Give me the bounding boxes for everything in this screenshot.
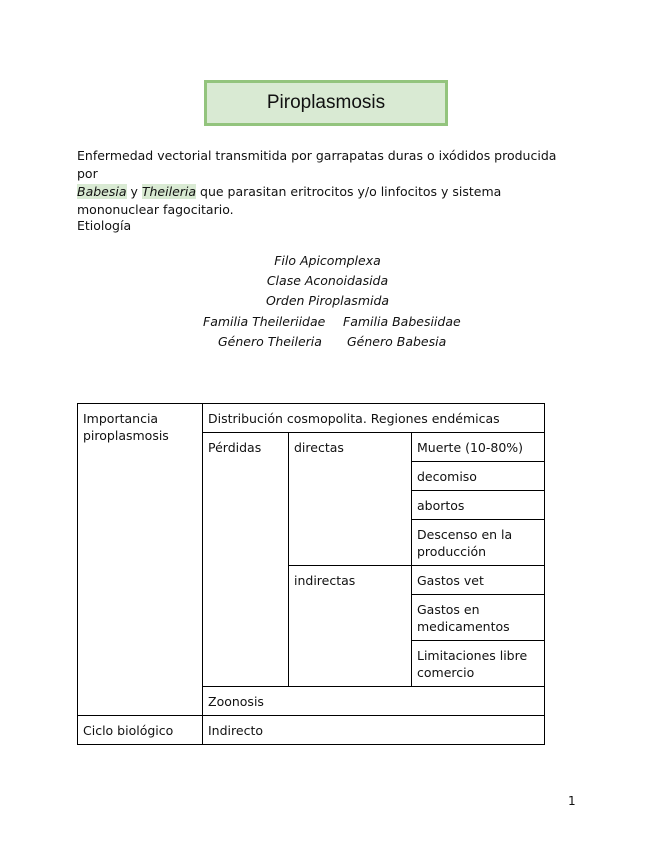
- zoonosis-cell: Zoonosis: [203, 687, 545, 716]
- directas-item-descenso: Descenso en la producción: [412, 520, 545, 566]
- title-box: [204, 80, 448, 126]
- indirectas-cell: indirectas: [289, 566, 412, 687]
- table-row: [78, 404, 545, 433]
- perdidas-cell: Pérdidas: [203, 433, 289, 687]
- taxonomy-filo: Filo Apicomplexa: [274, 253, 381, 268]
- taxonomy-familia-theileriidae: Familia Theileriidae: [203, 314, 326, 329]
- ciclo-label-cell: Ciclo biológico: [78, 716, 203, 745]
- intro-text-1: Enfermedad vectorial transmitida por garrapatas duras o ixódidos producida por: [77, 148, 557, 181]
- intro-conj: y: [126, 184, 142, 199]
- indirectas-item-limitaciones: Limitaciones libre comercio: [412, 641, 545, 687]
- intro-paragraph: [77, 147, 557, 219]
- indirectas-item-gastos-medicamentos: Gastos en medicamentos: [412, 595, 545, 641]
- genus-babesia: Babesia: [77, 184, 127, 199]
- taxonomy-clase: Clase Aconoidasida: [266, 273, 389, 288]
- page-number: 1: [568, 794, 576, 808]
- page-title: Piroplasmosis: [266, 92, 386, 113]
- table-row: [78, 716, 545, 745]
- genus-theileria: Theileria: [141, 184, 197, 199]
- directas-item-abortos: abortos: [412, 491, 545, 520]
- importance-table: [77, 403, 545, 745]
- directas-item-muerte: Muerte (10-80%): [412, 433, 545, 462]
- importancia-label-cell: Importancia piroplasmosis: [78, 404, 203, 716]
- taxonomy-familia-babesiidae: Familia Babesiidae: [343, 314, 461, 329]
- indirectas-item-gastos-vet: Gastos vet: [412, 566, 545, 595]
- taxonomy-genero-babesia: Género Babesia: [347, 334, 447, 349]
- directas-cell: directas: [289, 433, 412, 566]
- ciclo-value-cell: Indirecto: [203, 716, 545, 745]
- directas-item-decomiso: decomiso: [412, 462, 545, 491]
- etiologia-heading: Etiología: [77, 218, 132, 233]
- taxonomy-orden: Orden Piroplasmida: [265, 293, 390, 308]
- taxonomy-genero-theileria: Género Theileria: [218, 334, 322, 349]
- intro-text-2: que parasitan eritrocitos y/o linfocitos y sistema mononuclear fagocitario.: [77, 184, 502, 217]
- distribucion-cell: Distribución cosmopolita. Regiones endémicas: [203, 404, 545, 433]
